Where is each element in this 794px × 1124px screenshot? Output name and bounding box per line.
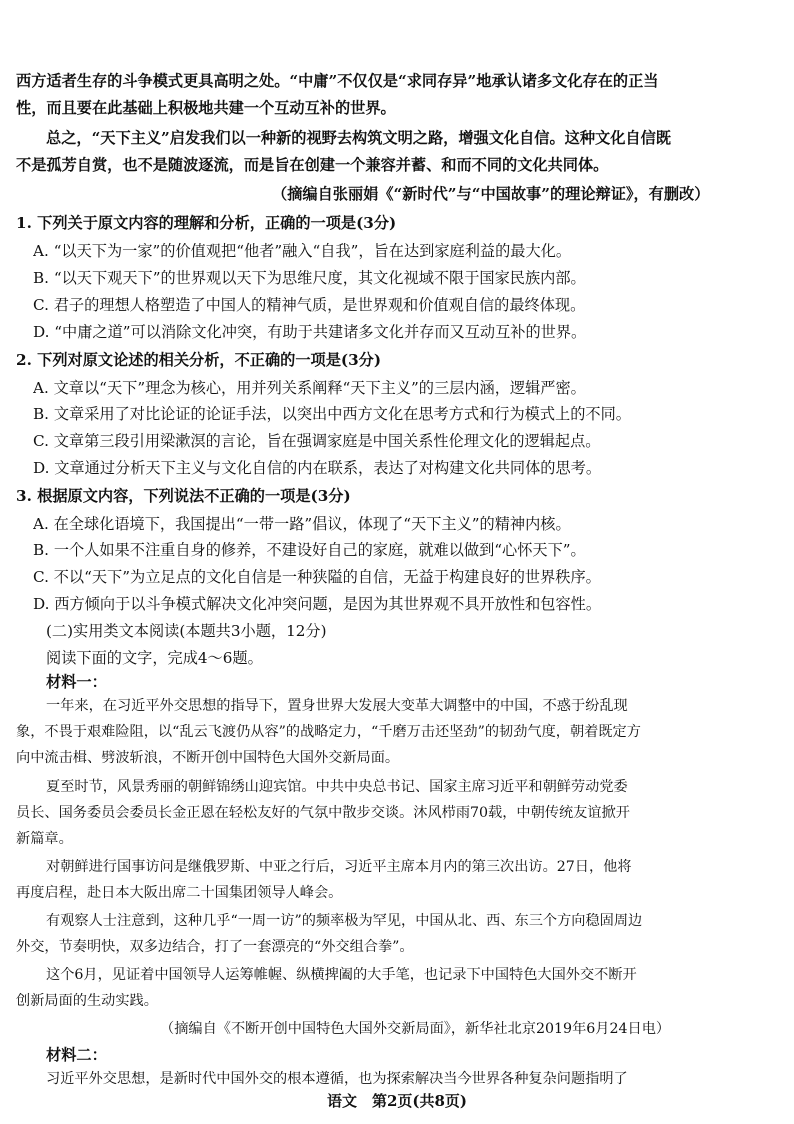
page-footer: 语文 第2页(共8页) xyxy=(326,1092,468,1110)
question-option: D. 文章通过分析天下主义与文化自信的内在联系，表达了对构建文化共同体的思考。 xyxy=(33,459,602,477)
passage-line: 总之，“天下主义”启发我们以一种新的视野去构筑文明之路，增强文化自信。这种文化自信既 xyxy=(46,129,671,147)
question-stem: 2. 下列对原文论述的相关分析，不正确的一项是(3分) xyxy=(16,351,382,369)
question-option: C. 不以“天下”为立足点的文化自信是一种狭隘的自信，无益于构建良好的世界秩序。 xyxy=(33,568,601,586)
material-line: 外交，节奏明快，双多边结合，打了一套漂亮的“外交组合拳”。 xyxy=(16,939,414,955)
question-option: B. 一个人如果不注重自身的修养，不建设好自己的家庭，就难以做到“心怀天下”。 xyxy=(33,541,586,559)
question-option: B. 文章采用了对比论证的论证手法，以突出中西方文化在思考方式和行为模式上的不同。 xyxy=(33,405,631,423)
material-line: 这个6月，见证着中国领导人运筹帷幄、纵横捭阖的大手笔，也记录下中国特色大国外交不断开 xyxy=(46,967,637,983)
passage-source: （摘编自张丽娟《“新时代”与“中国故事”的理论辩证》，有删改） xyxy=(272,185,710,203)
material-line: 一年来，在习近平外交思想的指导下，置身世界大发展大变革大调整中的中国，不惑于纷乱现 xyxy=(46,698,628,714)
passage-line: 不是孤芳自赏，也不是随波逐流，而是旨在创建一个兼容并蓄、和而不同的文化共同体。 xyxy=(16,156,609,174)
material-line: 再度启程，赴日本大阪出席二十国集团领导人峰会。 xyxy=(16,885,343,901)
material-line: 创新局面的生动实践。 xyxy=(16,993,158,1009)
material-label: 材料一： xyxy=(46,673,107,691)
material-line: 向中流击楫、劈波斩浪，不断开创中国特色大国外交新局面。 xyxy=(16,750,400,766)
material-source: （摘编自《不断开创中国特色大国外交新局面》，新华社北京2019年6月24日电） xyxy=(160,1021,671,1037)
material-line: 新篇章。 xyxy=(16,831,73,847)
question-option: C. 君子的理想人格塑造了中国人的精神气质，是世界观和价值观自信的最终体现。 xyxy=(33,296,586,314)
question-option: D. 西方倾向于以斗争模式解决文化冲突问题，是因为其世界观不具开放性和包容性。 xyxy=(33,595,602,613)
question-option: B. “以天下观天下”的世界观以天下为思维尺度，其文化视域不限于国家民族内部。 xyxy=(33,269,586,287)
passage-line: 西方适者生存的斗争模式更具高明之处。“中庸”不仅仅是“求同存异”地承认诸多文化存在的正当 xyxy=(16,72,659,90)
material-line: 夏至时节，风景秀丽的朝鲜锦绣山迎宾馆。中共中央总书记、国家主席习近平和朝鲜劳动党委 xyxy=(46,779,628,795)
question-option: D. “中庸之道”可以消除文化冲突，有助于共建诸多文化并存而又互动互补的世界。 xyxy=(33,323,587,341)
material-line: 象，不畏于艰难险阻，以“乱云飞渡仍从容”的战略定力，“千磨万击还坚劲”的韧劲气度，朝着既定方 xyxy=(16,724,641,740)
question-stem: 1. 下列关于原文内容的理解和分析，正确的一项是(3分) xyxy=(16,214,397,232)
question-stem: 3. 根据原文内容，下列说法不正确的一项是(3分) xyxy=(16,487,351,505)
question-option: A. “以天下为一家”的价值观把“他者”融入“自我”，旨在达到家庭利益的最大化。 xyxy=(33,242,572,260)
question-option: C. 文章第三段引用梁漱溟的言论，旨在强调家庭是中国关系性伦理文化的逻辑起点。 xyxy=(33,432,601,450)
material-line: 对朝鲜进行国事访问是继俄罗斯、中亚之行后，习近平主席本月内的第三次出访。27日，他将 xyxy=(46,859,632,875)
passage-line: 性，而且要在此基础上积极地共建一个互动互补的世界。 xyxy=(16,99,396,117)
section-instruction: 阅读下面的文字，完成4～6题。 xyxy=(46,649,263,667)
question-option: A. 在全球化语境下，我国提出“一带一路”倡议，体现了“天下主义”的精神内核。 xyxy=(33,515,571,533)
material-line: 有观察人士注意到，这种几乎“一周一访”的频率极为罕见，中国从北、西、东三个方向稳固周边 xyxy=(46,913,643,929)
section-title: (二)实用类文本阅读(本题共3小题，12分) xyxy=(46,622,327,640)
material-line: 员长、国务委员会委员长金正恩在轻松友好的气氛中散步交谈。沐风栉雨70载，中朝传统友谊掀开 xyxy=(16,805,630,821)
material-line: 习近平外交思想，是新时代中国外交的根本遵循，也为探索解决当今世界各种复杂问题指明了 xyxy=(46,1071,628,1087)
material-label: 材料二： xyxy=(46,1046,107,1064)
question-option: A. 文章以“天下”理念为核心，用并列关系阐释“天下主义”的三层内涵，逻辑严密。 xyxy=(33,379,586,397)
